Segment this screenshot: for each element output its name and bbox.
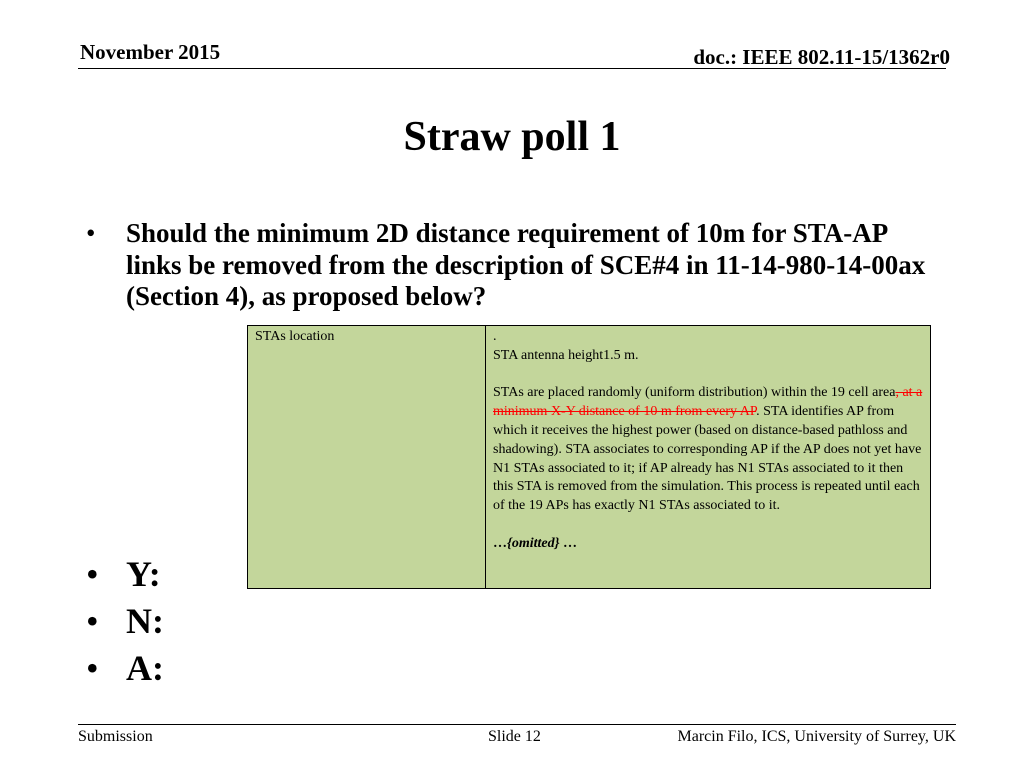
question-bullet-item — [86, 218, 946, 313]
bullet-glyph: • — [86, 601, 99, 641]
header-date: November 2015 — [80, 40, 221, 64]
omitted-ellipsis-end: … — [559, 535, 578, 551]
footer-slide-number: Slide 12 — [488, 728, 541, 745]
antenna-height-text: STA antenna height1.5 m. — [493, 347, 639, 363]
vote-label: N: — [126, 601, 164, 641]
table-content-cell — [486, 326, 931, 589]
question-text: Should the minimum 2D distance requirement of 10m for STA-AP links be removed from the description of SCE#4 in 11-14-980-14-00ax (Section 4), as proposed below? — [126, 218, 926, 311]
vote-option-no — [86, 600, 164, 642]
paragraph-gap — [493, 516, 923, 535]
footer-divider — [78, 724, 956, 725]
omitted-text: {omitted} — [507, 535, 560, 551]
header-divider — [78, 68, 946, 69]
table-label-cell — [248, 326, 486, 589]
vote-label: Y: — [126, 554, 161, 594]
proposal-table — [247, 325, 931, 589]
placement-text-rest: . STA identifies AP from which it receives the highest power (based on distance-based pathloss and shadowing). STA associates to corresponding AP if the AP does not yet have N1 STAs associated to it; if AP already has N1 STAs associated to it then this STA is removed from the simulation. This process is repeated until each of the 19 APs has exactly N1 STAs associated to it. — [493, 404, 922, 514]
slide-title: Straw poll 1 — [403, 114, 621, 160]
bullet-glyph: • — [86, 218, 96, 248]
footer-author: Marcin Filo, ICS, University of Surrey, UK — [677, 728, 956, 745]
vote-label: A: — [126, 648, 164, 688]
bullet-glyph: • — [86, 554, 99, 594]
table-label: STAs location — [255, 329, 335, 344]
bullet-glyph: • — [86, 648, 99, 688]
placement-text-start: STAs are placed randomly (uniform distribution) within the 19 cell area — [493, 385, 896, 401]
placement-paragraph — [493, 384, 923, 516]
vote-option-yes — [86, 553, 161, 595]
table-dot: . — [493, 329, 497, 344]
vote-option-abstain — [86, 647, 164, 689]
table-row — [248, 326, 931, 589]
struck-text: , at a minimum X-Y distance of 10 m from every AP — [493, 385, 923, 420]
header-doc-id: doc.: IEEE 802.11-15/1362r0 — [693, 45, 950, 69]
footer-submission: Submission — [78, 728, 153, 745]
omitted-ellipsis-start: … — [493, 535, 507, 551]
omitted-note — [493, 535, 923, 554]
paragraph-gap — [493, 366, 923, 385]
